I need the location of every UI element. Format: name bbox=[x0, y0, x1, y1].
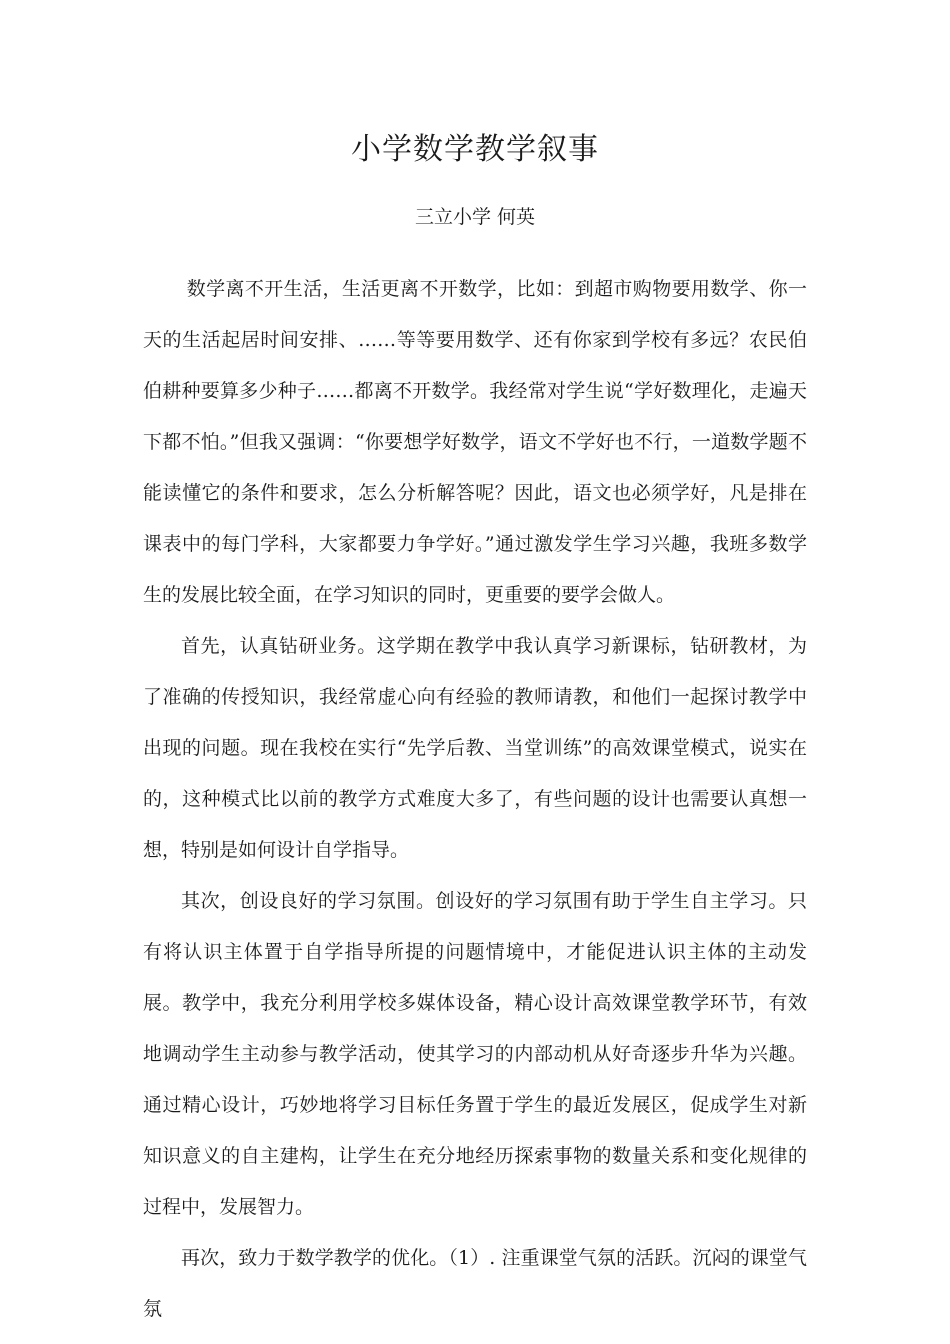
paragraph-intro: 数学离不开生活，生活更离不开数学，比如：到超市购物要用数学、你一天的生活起居时间安排、……等等要用数学、还有你家到学校有多远？农民伯伯耕种要算多少种子……都离不开数学。我经常对学生说“学好数理化，走遍天下都不怕。”但我又强调：“你要想学好数学，语文不学好也不行，一道数学题不能读懂它的条件和要求，怎么分析解答呢？因此，语文也必须学好，凡是排在课表中的每门学科，大家都要力争学好。”通过激发学生学习兴趣，我班多数学生的发展比较全面，在学习知识的同时，更重要的要学会做人。 bbox=[143, 278, 807, 606]
paragraph-first: 首先，认真钻研业务。这学期在教学中我认真学习新课标，钻研教材，为了准确的传授知识，我经常虚心向有经验的教师请教，和他们一起探讨教学中出现的问题。现在我校在实行“先学后教、当堂训练”的高效课堂模式，说实在的，这种模式比以前的教学方式难度大多了，有些问题的设计也需要认真想一想，特别是如何设计自学指导。 bbox=[143, 635, 807, 861]
document-body bbox=[143, 264, 807, 1335]
paragraph-second: 其次，创设良好的学习氛围。创设好的学习氛围有助于学生自主学习。只有将认识主体置于自学指导所提的问题情境中，才能促进认识主体的主动发展。教学中，我充分利用学校多媒体设备，精心设计高效课堂教学环节，有效地调动学生主动参与教学活动，使其学习的内部动机从好奇逐步升华为兴趣。通过精心设计，巧妙地将学习目标任务置于学生的最近发展区，促成学生对新知识意义的自主建构，让学生在充分地经历探索事物的数量关系和变化规律的过程中，发展智力。 bbox=[143, 890, 807, 1218]
document-author: 三立小学 何英 bbox=[414, 206, 536, 228]
paragraph-third: 再次，致力于数学教学的优化。（1）. 注重课堂气氛的活跃。沉闷的课堂气氛 bbox=[143, 1247, 807, 1320]
document-title: 小学数学教学叙事 bbox=[351, 132, 599, 167]
